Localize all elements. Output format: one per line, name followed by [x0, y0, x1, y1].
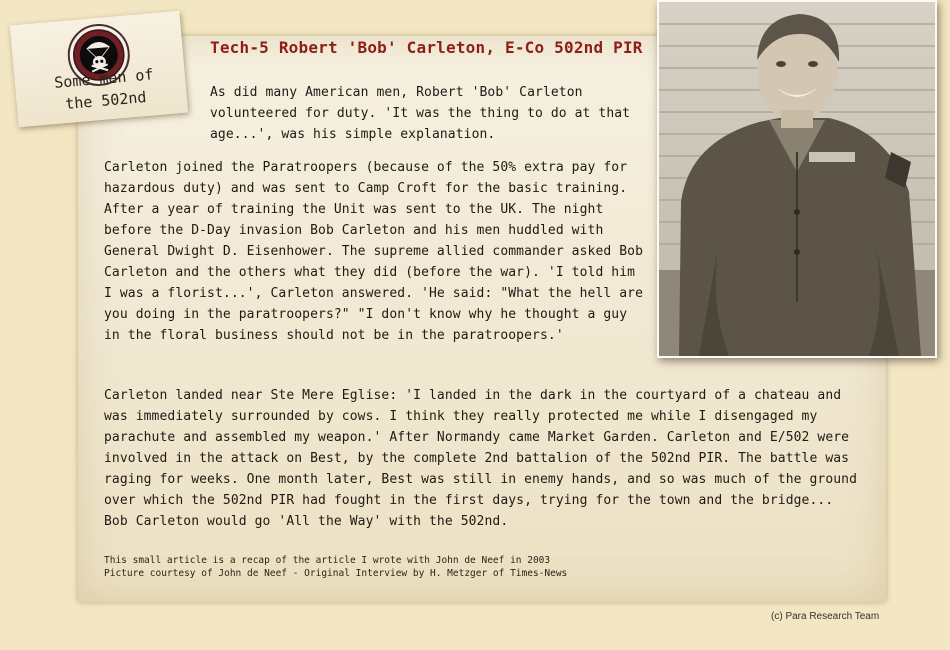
footnote-credits: Picture courtesy of John de Neef - Original Interview by H. Metzger of Times-News: [104, 568, 568, 579]
copyright-notice: (c) Para Research Team: [771, 611, 880, 622]
article-paragraph-1: As did many American men, Robert 'Bob' Carleton volunteered for duty. 'It was the thing to do at that age...', was his simple explanation.: [210, 85, 631, 142]
badge-line-1: Some men of: [53, 65, 155, 92]
article-paragraph-3: Carleton landed near Ste Mere Eglise: 'I landed in the dark in the courtyard of a chateau and was immediately surrounded by cows. I think they really protected me while I disengaged my parachute and assembled my weapon.' After Normandy came Market Garden. Carleton and E/502 were involved in the attack on Best, by the complete 2nd battalion of the 502nd PIR. The battle was raging for weeks. One month later, Best was still in enemy hands, and so was much of the ground over which the 502nd PIR had fought in the first days, trying for the town and the bridge... Bob Carleton would go 'All the Way' with the 502nd.: [104, 388, 858, 529]
article-footnotes: [104, 554, 567, 580]
article-paragraph-2: Carleton joined the Paratroopers (because of the 50% extra pay for hazardous duty) and was sent to Camp Croft for the basic training. After a year of training the Unit was sent to the UK. The night before the D-Day invasion Bob Carleton and his men huddled with General Dwight D. Eisenhower. The supreme allied commander asked Bob Carleton and the others what they did (before the war). 'I told him I was a florist...', Carleton answered. 'He said: "What the hell are you doing in the paratroopers?" "I don't know why he thought a guy in the floral business should not be in the paratroopers.': [104, 160, 644, 343]
unit-badge-card: [10, 11, 188, 127]
article-title: Tech-5 Robert 'Bob' Carleton, E-Co 502nd PIR: [210, 38, 643, 57]
footnote-recap: This small article is a recap of the article I wrote with John de Neef in 2003: [104, 555, 551, 566]
soldier-portrait-photo-icon: [659, 2, 935, 356]
soldier-photo-frame: [657, 0, 937, 358]
badge-line-2: the 502nd: [64, 88, 148, 114]
unit-badge-label: [38, 62, 171, 117]
